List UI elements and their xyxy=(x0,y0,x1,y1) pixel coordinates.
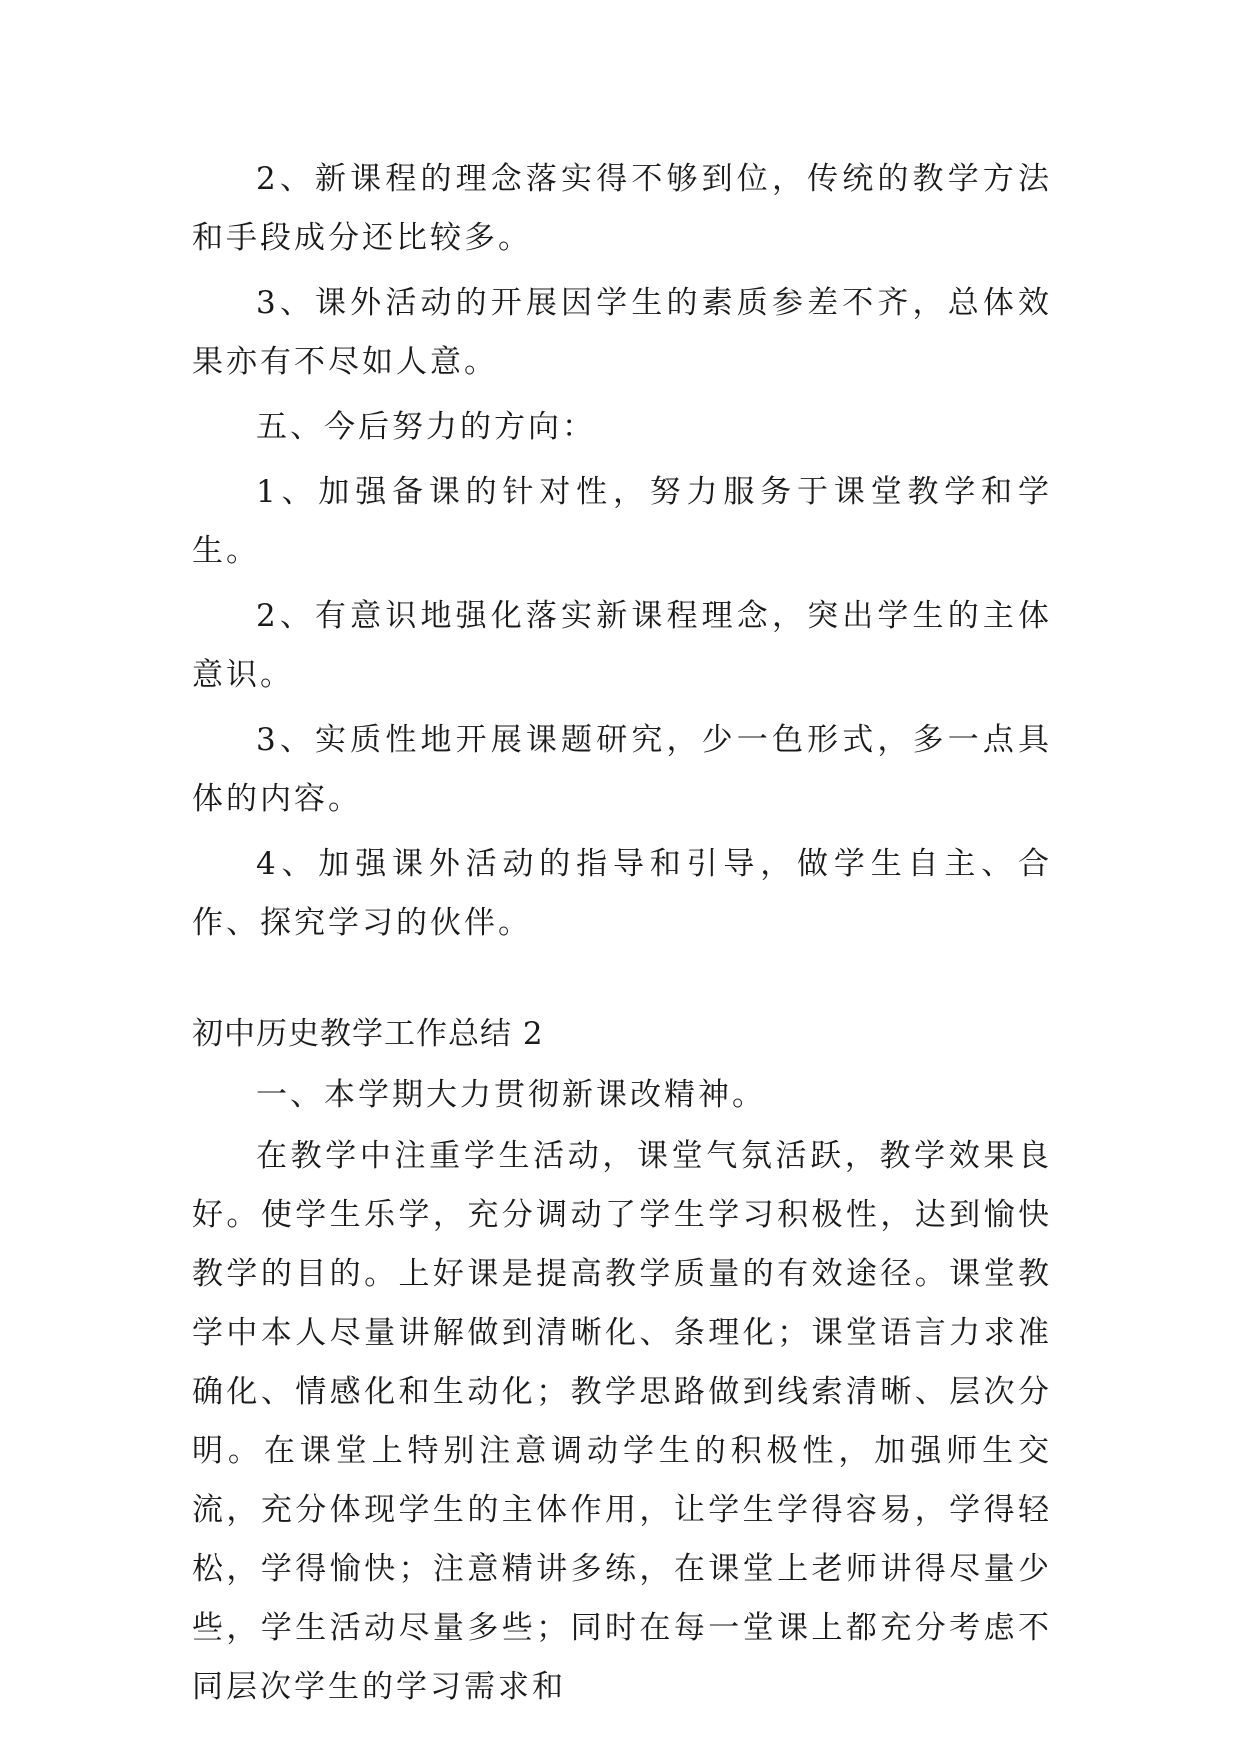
direction-item-3: 3、实质性地开展课题研究，少一色形式，多一点具体的内容。 xyxy=(192,722,1052,817)
section-heading-five: 五、今后努力的方向： xyxy=(256,409,596,445)
document-page xyxy=(192,150,1052,1717)
section-heading-one: 一、本学期大力贯彻新课改精神。 xyxy=(256,1077,766,1113)
direction-item-1: 1、加强备课的针对性，努力服务于课堂教学和学生。 xyxy=(192,474,1052,569)
direction-item-4: 4、加强课外活动的指导和引导，做学生自主、合作、探究学习的伙伴。 xyxy=(192,846,1052,941)
direction-item-2: 2、有意识地强化落实新课程理念，突出学生的主体意识。 xyxy=(192,598,1052,693)
paragraph-item-2: 2、新课程的理念落实得不够到位，传统的教学方法和手段成分还比较多。 xyxy=(192,161,1052,256)
paragraph-item-3: 3、课外活动的开展因学生的素质参差不齐，总体效果亦有不尽如人意。 xyxy=(192,285,1052,380)
document-title: 初中历史教学工作总结 2 xyxy=(192,1016,544,1052)
body-paragraph: 在教学中注重学生活动，课堂气氛活跃，教学效果良好。使学生乐学，充分调动了学生学习积极性，达到愉快教学的目的。上好课是提高教学质量的有效途径。课堂教学中本人尽量讲解做到清晰化、条理化；课堂语言力求准确化、情感化和生动化；教学思路做到线索清晰、层次分明。在课堂上特别注意调动学生的积极性，加强师生交流，充分体现学生的主体作用，让学生学得容易，学得轻松，学得愉快；注意精讲多练，在课堂上老师讲得尽量少些，学生活动尽量多些；同时在每一堂课上都充分考虑不同层次学生的学习需求和 xyxy=(192,1138,1052,1705)
